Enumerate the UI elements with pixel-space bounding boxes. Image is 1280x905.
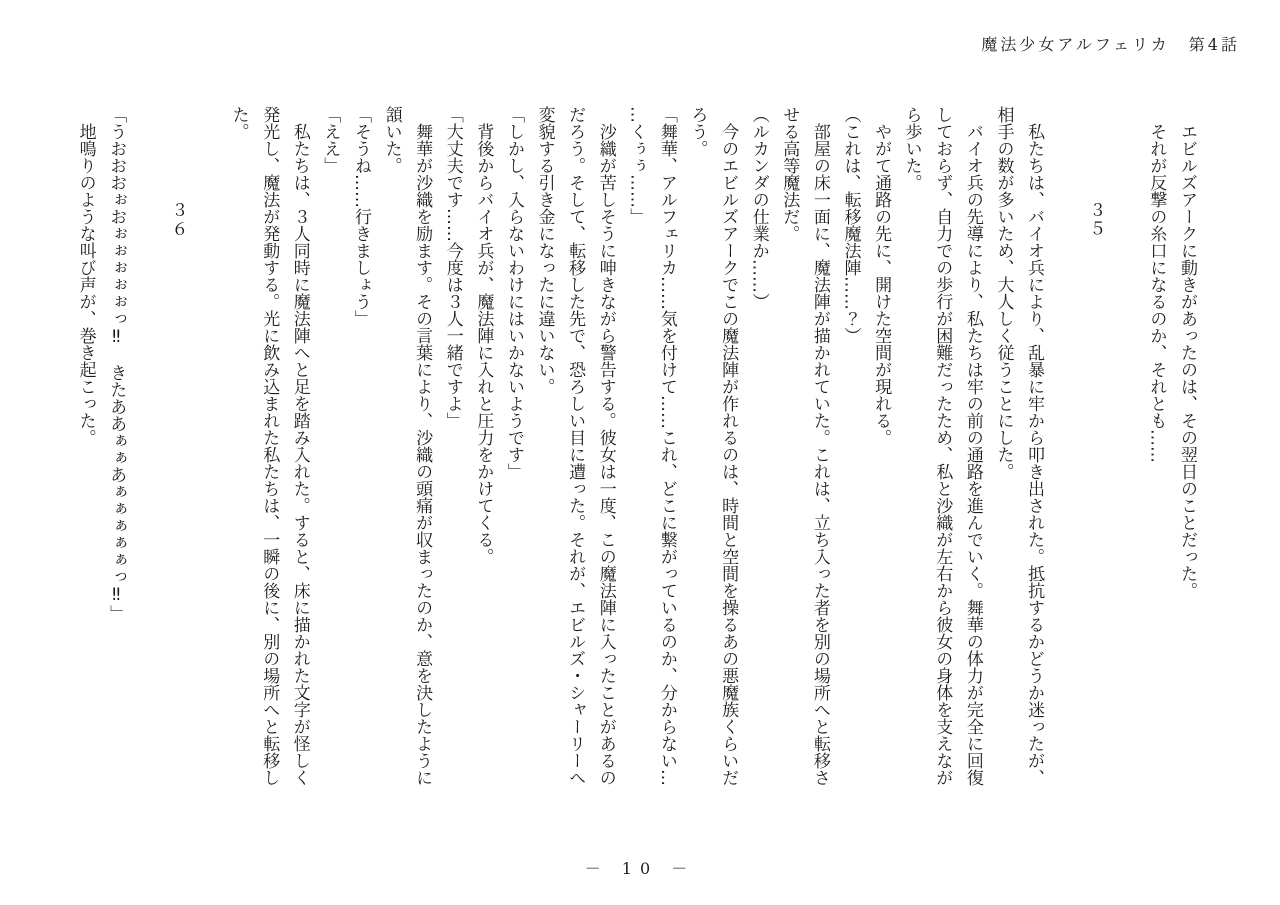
paragraph-first-line: 部屋の床一面に、魔法陣が描かれていた。これは、立ち入った者を別の場所へと転移さ: [809, 106, 830, 786]
dialogue-line: 「ええ」: [320, 106, 341, 174]
paragraph-continuation: 相手の数が多いため、大人しく従うことにした。: [993, 106, 1014, 480]
paragraph-first-line: バイオ兵の先導により、私たちは牢の前の通路を進んでいく。舞華の体力が完全に回復: [962, 106, 983, 786]
section-number: ３６: [167, 106, 188, 239]
paragraph-continuation: 頷いた。: [381, 106, 402, 174]
paragraph-first-line: 地鳴りのような叫び声が、巻き起こった。: [75, 106, 96, 446]
paragraph-first-line: 舞華が沙織を励ます。その言葉により、沙織の頭痛が収まったのか、意を決したように: [412, 106, 433, 786]
paragraph-first-line: 私たちは、バイオ兵により、乱暴に牢から叩き出された。抵抗するかどうか迷ったが、: [1024, 106, 1045, 786]
section-number: ３５: [1085, 106, 1106, 239]
page-number: － 10 －: [584, 859, 696, 878]
paragraph-continuation: 変貌する引き金になったに違いない。: [534, 106, 555, 395]
running-header-title: 魔法少女アルフェリカ 第4話: [981, 35, 1240, 54]
paragraph-first-line: やがて通路の先に、開けた空間が現れる。: [871, 106, 892, 446]
paragraph-first-line: 沙織が苦しそうに呻きながら警告する。彼女は一度、この魔法陣に入ったことがあるの: [595, 106, 616, 786]
vertical-text-body: [70, 106, 1202, 806]
paragraph-continuation: ろう。: [687, 106, 708, 157]
paragraph-continuation: た。: [228, 106, 249, 140]
dialogue-line: 「うおおおぉおぉぉぉぉぉっ‼ きたああぁぁあぁぁぁぁぁっ‼」: [106, 106, 127, 622]
dialogue-line: 「舞華、アルフェリカ……気を付けて……これ、どこに繋がっているのか、分からない…: [656, 106, 677, 786]
paragraph-first-line: 私たちは、３人同時に魔法陣へと足を踏み入れた。すると、床に描かれた文字が怪しく: [289, 106, 310, 786]
dialogue-line: 「そうね……行きましょう」: [350, 106, 371, 327]
paragraph-continuation: しておらず、自力での歩行が困難だったため、私と沙織が左右から彼女の身体を支えなが: [932, 106, 953, 786]
paragraph-first-line: 背後からバイオ兵が、魔法陣に入れと圧力をかけてくる。: [473, 106, 494, 565]
paragraph-first-line: 今のエビルズアークでこの魔法陣が作れるのは、時間と空間を操るあの悪魔族くらいだ: [718, 106, 739, 786]
paragraph-continuation: …くぅぅ……」: [626, 106, 647, 225]
paragraph-continuation: 発光し、魔法が発動する。光に飲み込まれた私たちは、一瞬の後に、別の場所へと転移し: [259, 106, 280, 786]
monologue-line: （ルカンダの仕業か……）: [748, 106, 769, 310]
paragraph-first-line: エビルズアークに動きがあったのは、その翌日のことだった。: [1177, 106, 1197, 599]
paragraph-first-line: それが反撃の糸口になるのか、それとも……: [1146, 106, 1167, 463]
blank-line: [1049, 106, 1080, 806]
paragraph-continuation: だろう。そして、転移した先で、恐ろしい目に遭った。それが、エビルズ・シャーリーへ: [565, 106, 586, 786]
paragraph-continuation: せる高等魔法だ。: [779, 106, 800, 242]
blank-line: [192, 106, 223, 806]
dialogue-line: 「しかし、入らないわけにはいかないようです」: [503, 106, 524, 480]
blank-line: [131, 106, 162, 806]
blank-line: [1110, 106, 1141, 806]
paragraph-continuation: ら歩いた。: [901, 106, 922, 191]
dialogue-line: 「大丈夫です……今度は３人一緒ですよ」: [442, 106, 463, 429]
monologue-line: （これは、転移魔法陣……？）: [840, 106, 861, 344]
